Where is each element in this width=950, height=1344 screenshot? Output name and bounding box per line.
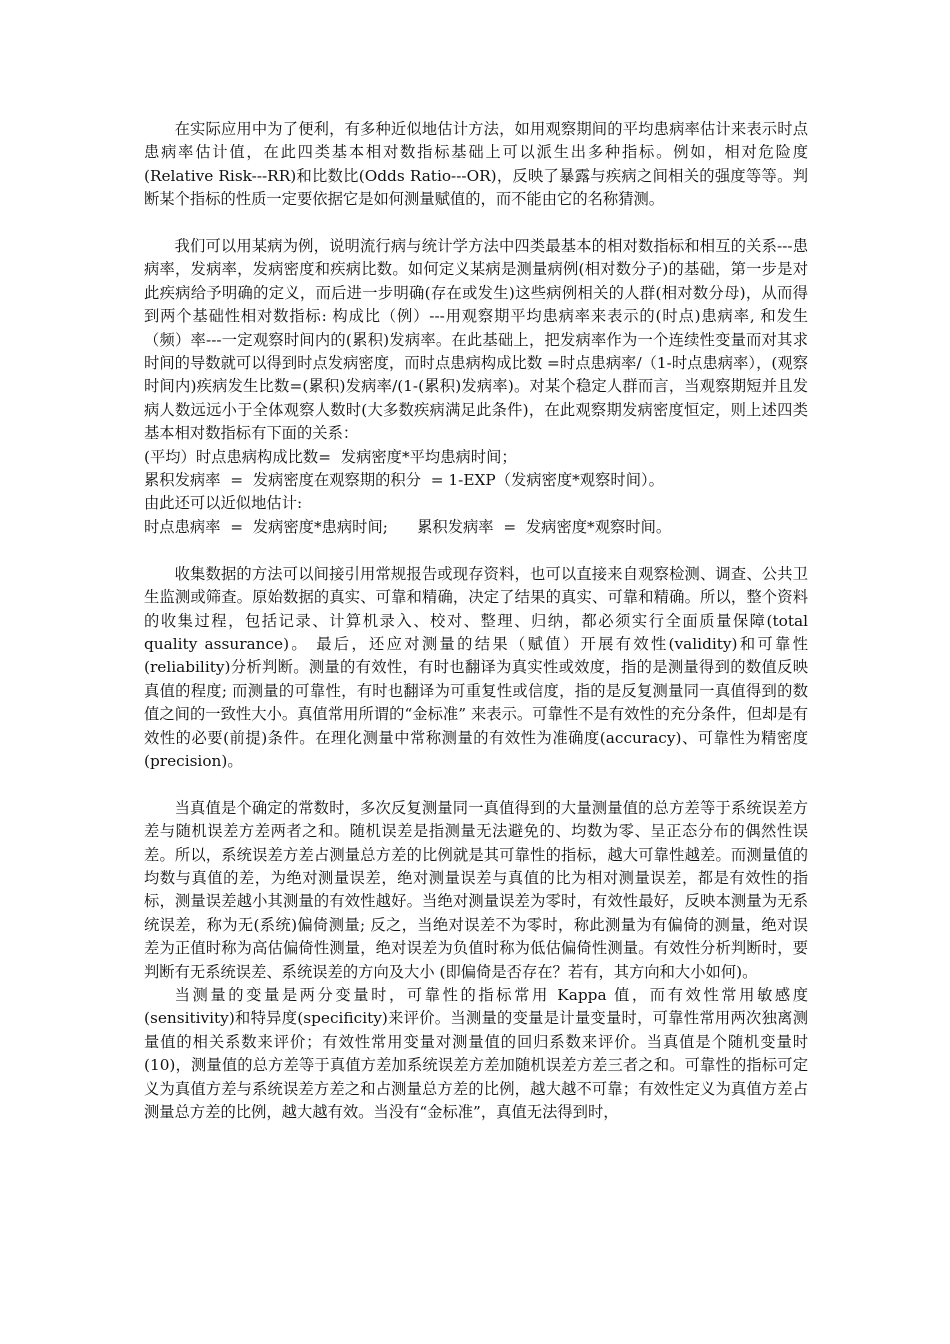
document-body bbox=[144, 118, 808, 1124]
paragraph-3: 收集数据的方法可以间接引用常规报告或现存资料，也可以直接来自观察检测、调查、公共卫生监测或筛查。原始数据的真实、可靠和精确，决定了结果的真实、可靠和精确。所以，整个资料的收集过程，包括记录、计算机录入、校对、整理、归纳，都必须实行全面质量保障(total quality assurance)。 最后，还应对测量的结果（赋值）开展有效性(validity)和可靠性(reliability)分析判断。测量的有效性，有时也翻译为真实性或效度，指的是测量得到的数值反映真值的程度; 而测量的可靠性，有时也翻译为可重复性或信度，指的是反复测量同一真值得到的数值之间的一致性大小。真值常用所谓的“金标准” 来表示。可靠性不是有效性的充分条件，但却是有效性的必要(前提)条件。在理化测量中常称测量的有效性为准确度(accuracy)、可靠性为精密度(precision)。 bbox=[144, 564, 808, 770]
paragraph-gap bbox=[144, 773, 808, 796]
paragraph-2: 我们可以用某病为例，说明流行病与统计学方法中四类最基本的相对数指标和相互的关系---患病率，发病率，发病密度和疾病比数。如何定义某病是测量病例(相对数分子)的基础，第一步是对此疾病给予明确的定义，而后进一步明确(存在或发生)这些病例相关的人群(相对数分母)，从而得到两个基础性相对数指标: 构成比（例）---用观察期平均患病率来表示的(时点)患病率, 和发生（频）率---一定观察时间内的(累积)发病率。在此基础上，把发病率作为一个连续性变量而对其求时间的导数就可以得到时点发病密度，而时点患病构成比数 =时点患病率/（1-时点患病率），(观察时间内)疾病发生比数=(累积)发病率/(1-(累积)发病率)。对某个稳定人群而言，当观察期短并且发病人数远远小于全体观察人数时(大多数疾病满足此条件)，在此观察期发病密度恒定，则上述四类基本相对数指标有下面的关系： bbox=[144, 237, 808, 443]
formula-line-1: (平均）时点患病构成比数= 发病密度*平均患病时间； bbox=[144, 447, 517, 466]
paragraph-5: 当测量的变量是两分变量时，可靠性的指标常用 Kappa 值，而有效性常用敏感度(sensitivity)和特异度(specificity)来评价。当测量的变量是计量变量时，可靠性常用两次独离测量值的相关系数来评价；有效性常用变量对测量值的回归系数来评价。当真值是个随机变量时 (10)，测量值的总方差等于真值方差加系统误差方差加随机误差方差三者之和。可靠性的指标可定义为真值方差与系统误差方差之和占测量总方差的比例，越大越不可靠；有效性定义为真值方差占测量总方差的比例，越大越有效。当没有“金标准”，真值无法得到时， bbox=[144, 985, 808, 1122]
formula-line-2: 累积发病率 = 发病密度在观察期的积分 = 1-EXP（发病密度*观察时间）。 bbox=[144, 471, 664, 490]
formula-line-3: 由此还可以近似地估计: bbox=[144, 494, 303, 513]
paragraph-gap bbox=[144, 212, 808, 235]
paragraph-4: 当真值是个确定的常数时，多次反复测量同一真值得到的大量测量值的总方差等于系统误差方差与随机误差方差两者之和。随机误差是指测量无法避免的、均数为零、呈正态分布的偶然性误差。所以，系统误差方差占测量总方差的比例就是其可靠性的指标，越大可靠性越差。而测量值的均数与真值的差，为绝对测量误差，绝对测量误差与真值的比为相对测量误差，都是有效性的指标，测量误差越小其测量的有效性越好。当绝对测量误差为零时，有效性最好，反映本测量为无系统误差，称为无(系统)偏倚测量; 反之，当绝对误差不为零时，称此测量为有偏倚的测量，绝对误差为正值时称为高估偏倚性测量，绝对误差为负值时称为低估偏倚性测量。有效性分析判断时，要判断有无系统误差、系统误差的方向及大小 (即偏倚是否存在？若有，其方向和大小如何)。 bbox=[144, 798, 808, 981]
formula-line-4: 时点患病率 = 发病密度*患病时间; 累积发病率 = 发病密度*观察时间。 bbox=[144, 517, 672, 536]
paragraph-gap bbox=[144, 539, 808, 562]
paragraph-1: 在实际应用中为了便利，有多种近似地估计方法，如用观察期间的平均患病率估计来表示时点患病率估计值，在此四类基本相对数指标基础上可以派生出多种指标。例如，相对危险度(Relative Risk---RR)和比数比(Odds Ratio---OR)，反映了暴露与疾病之间相关的强度等等。判断某个指标的性质一定要依据它是如何测量赋值的，而不能由它的名称猜测。 bbox=[144, 120, 808, 209]
